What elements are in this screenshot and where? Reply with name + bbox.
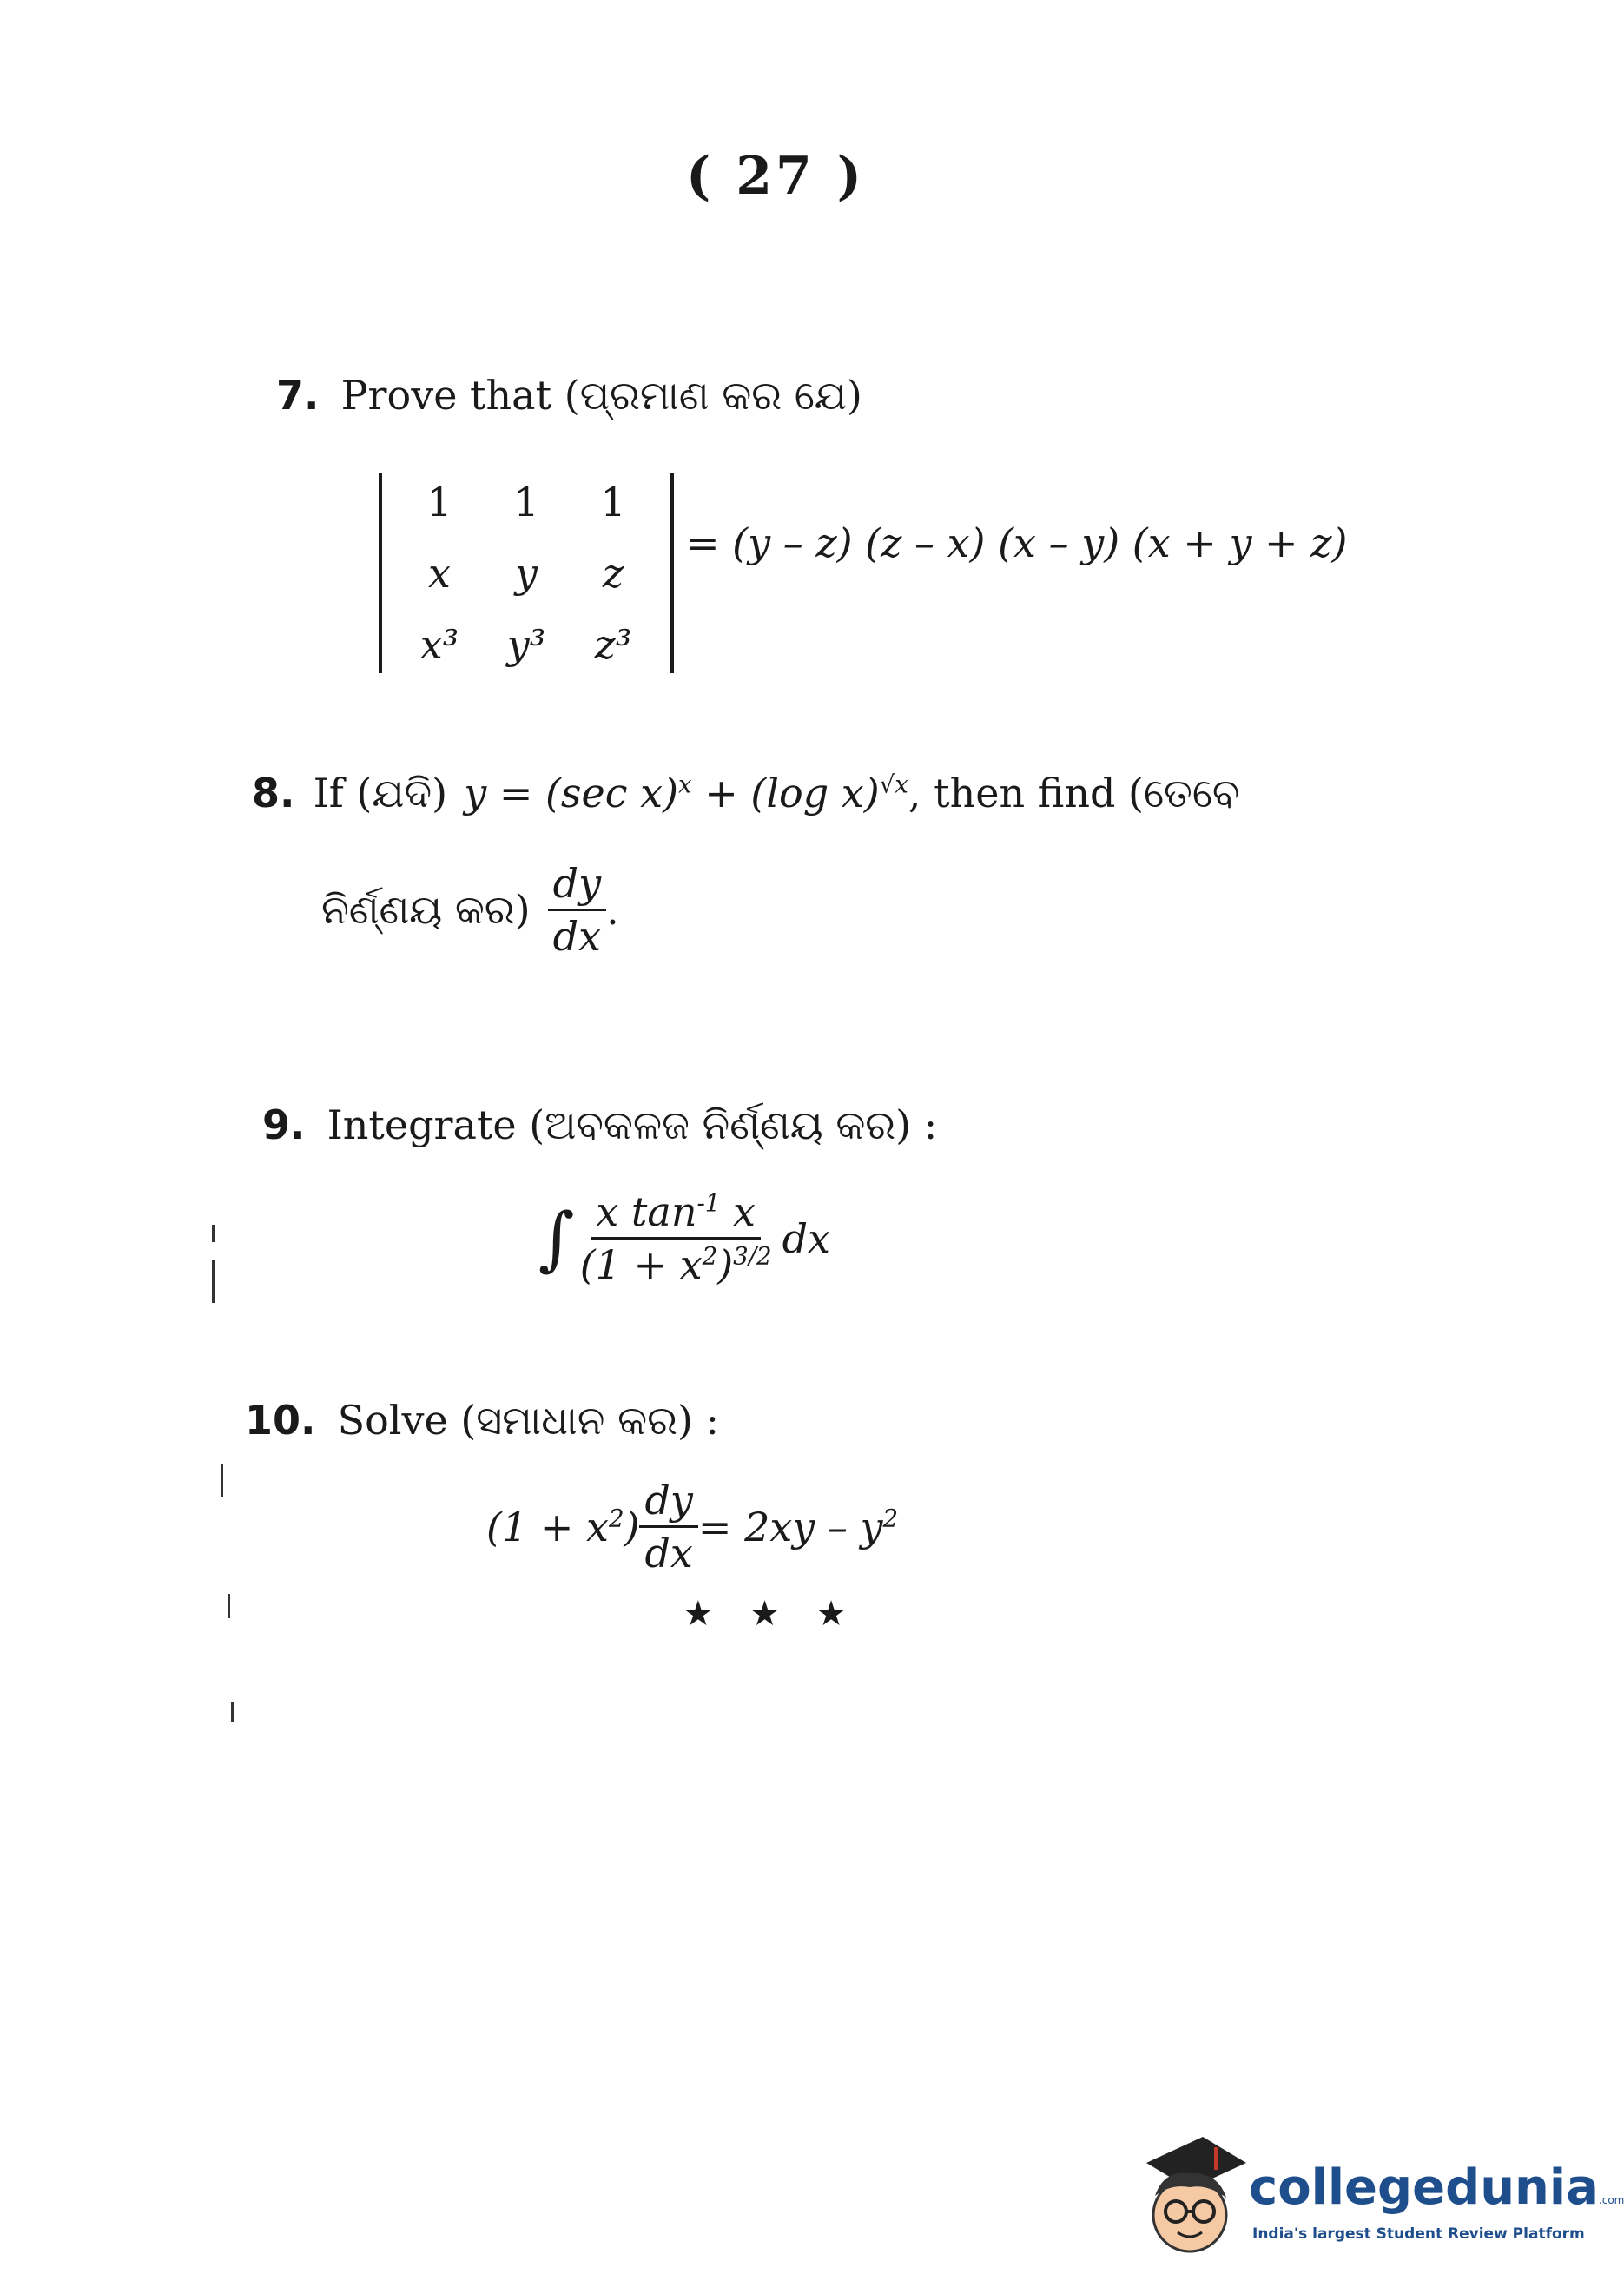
- end-mark: ★ ★ ★: [683, 1594, 860, 1634]
- question-number: 10.: [245, 1397, 316, 1444]
- expr-part: y = (sec x): [464, 770, 679, 817]
- det-cell: x³: [419, 621, 459, 668]
- exponent: -1: [696, 1188, 721, 1218]
- det-cell: y³: [506, 621, 546, 668]
- question-text: Integrate (ଅବକଳଜ ନିର୍ଣ୍ଣୟ କର) :: [327, 1101, 938, 1148]
- period: .: [606, 886, 619, 934]
- brand-logo: [1138, 2128, 1624, 2267]
- determinant-equation: [379, 473, 1347, 673]
- question-9: [262, 1101, 937, 1150]
- integral-sign: ∫: [538, 1198, 575, 1279]
- expr-part: (1 + x: [486, 1503, 609, 1550]
- exponent: x: [678, 770, 692, 799]
- question-number: 9.: [262, 1101, 306, 1148]
- determinant: [379, 473, 674, 673]
- det-cell: 1: [426, 479, 452, 526]
- question-8: [252, 770, 1239, 818]
- differential-equation: [486, 1477, 898, 1577]
- margin-mark: [212, 1260, 215, 1303]
- fraction-numerator: dy: [639, 1477, 697, 1528]
- fraction-denominator: dx: [644, 1530, 693, 1577]
- fraction-denominator: [575, 1240, 777, 1288]
- margin-mark: [221, 1464, 223, 1497]
- integral-expression: [538, 1188, 830, 1288]
- det-cell: 1: [600, 479, 626, 526]
- question-number: 7.: [276, 372, 320, 419]
- expr-part: (1 + x: [579, 1241, 703, 1288]
- question-number: 8.: [252, 770, 295, 817]
- question-text: Prove that (ପ୍ରମାଣ କର ଯେ): [340, 372, 862, 419]
- expr-part: x: [720, 1188, 756, 1235]
- det-cell: x: [428, 550, 451, 597]
- expr-part: = 2xy – y: [697, 1503, 883, 1550]
- exponent: √x: [879, 770, 908, 799]
- expr-part: + (log x): [691, 770, 880, 817]
- derivative-fraction: [548, 860, 606, 960]
- fraction-numerator: [591, 1188, 761, 1240]
- determinant-grid: [396, 479, 657, 668]
- exponent: 2: [882, 1504, 899, 1533]
- brand-name: collegedunia: [1249, 2159, 1599, 2216]
- question-text: , then find (ତେବେ: [908, 770, 1240, 817]
- question-text: Solve (ସମାଧାନ କର) :: [337, 1397, 720, 1444]
- fraction-denominator: dx: [552, 913, 602, 960]
- margin-mark: [231, 1702, 234, 1722]
- derivative-fraction: [639, 1477, 697, 1577]
- page-number: ( 27 ): [685, 146, 866, 207]
- equation-lhs: [486, 1504, 639, 1550]
- fraction-numerator: dy: [548, 860, 606, 911]
- brand-suffix: .com: [1598, 2194, 1624, 2206]
- expr-part: x tan: [596, 1188, 697, 1235]
- question-text: ନିର୍ଣ୍ଣୟ କର): [321, 885, 531, 933]
- brand-tagline: India's largest Student Review Platform: [1252, 2225, 1585, 2243]
- expr-part: ): [717, 1241, 734, 1288]
- brand-text: [1249, 2159, 1624, 2216]
- question-7: [276, 372, 862, 420]
- expr-part: ): [624, 1503, 640, 1550]
- det-cell: y: [515, 550, 538, 597]
- question-8-line2: [321, 860, 619, 960]
- det-cell: z: [602, 550, 624, 597]
- exponent: 2: [702, 1241, 718, 1271]
- det-cell: 1: [513, 479, 539, 526]
- margin-mark: [228, 1594, 230, 1618]
- exponent: 3/2: [733, 1241, 772, 1271]
- equation-rhs: [698, 1504, 898, 1550]
- determinant-rhs: = (y – z) (z – x) (x – y) (x + y + z): [686, 519, 1348, 566]
- margin-mark: [212, 1225, 215, 1242]
- differential: dx: [782, 1214, 830, 1262]
- exponent: 2: [608, 1504, 624, 1533]
- question-text: If (ଯଦି): [313, 770, 448, 817]
- question-10: [245, 1397, 719, 1445]
- mascot-icon: [1138, 2128, 1251, 2267]
- integrand-fraction: [575, 1188, 777, 1288]
- function-expression: [464, 770, 908, 817]
- det-cell: z³: [594, 621, 632, 668]
